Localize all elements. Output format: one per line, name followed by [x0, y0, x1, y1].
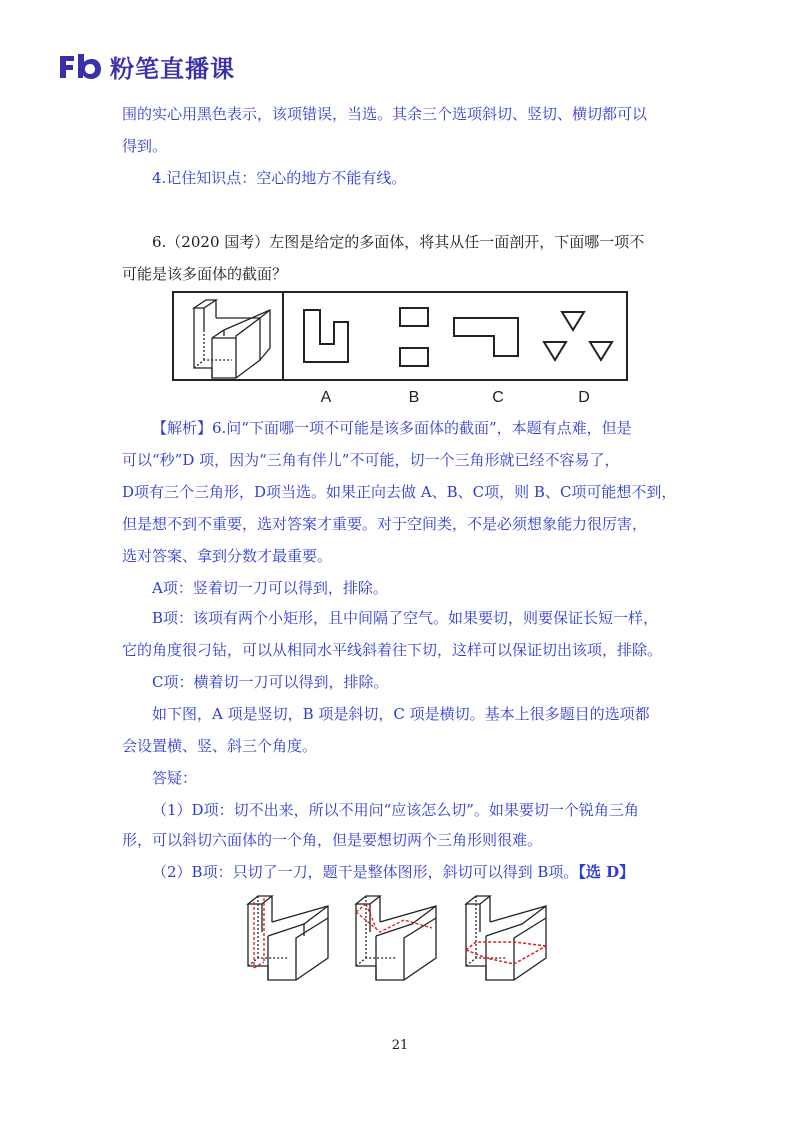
- analysis-option-a: A项：竖着切一刀可以得到，排除。: [152, 579, 388, 597]
- polyhedron-drawing: [194, 300, 270, 378]
- cut-b-diagonal: [356, 896, 436, 980]
- qa-title: 答疑：: [152, 769, 198, 787]
- option-b-rect-bottom: [400, 348, 428, 366]
- option-a-shape: [304, 310, 348, 362]
- fb-logo-icon: [58, 52, 102, 80]
- analysis-option-b: 它的角度很刁钻，可以从相同水平线斜着往下切，这样可以保证切出该项，排除。: [122, 641, 663, 659]
- option-d-triangle: [590, 342, 612, 360]
- option-d-label: D: [578, 389, 590, 406]
- analysis-text: 但是想不到不重要，选对答案才重要。对于空间类，不是必须想象能力很厉害，: [122, 515, 648, 533]
- option-b-rect-top: [400, 308, 428, 326]
- option-c-shape: [454, 318, 518, 356]
- analysis-text: 会设置横、竖、斜三个角度。: [122, 737, 318, 755]
- qa-item: [152, 862, 634, 882]
- analysis-option-b: B项：该项有两个小矩形，且中间隔了空气。如果要切，则要保证长短一样，: [152, 609, 659, 627]
- cut-illustration: [240, 888, 566, 982]
- qa-item: 形，可以斜切六面体的一个角，但是要想切两个三角形则很难。: [122, 831, 543, 849]
- text-line: 围的实心用黑色表示，该项错误，当选。其余三个选项斜切、竖切、横切都可以: [122, 105, 648, 123]
- qa-item: （1）D项：切不出来，所以不用问“应该怎么切”。如果要切一个锐角三角: [152, 801, 639, 819]
- brand-name: 粉笔直播课: [110, 54, 235, 83]
- analysis-text: 可以“秒”D 项，因为“三角有伴儿”不可能，切一个三角形就已经不容易了，: [122, 451, 620, 469]
- answer-badge: 【选 D】: [578, 863, 635, 881]
- option-c-label: C: [492, 389, 504, 406]
- analysis-text: 【解析】6.问“下面哪一项不可能是该多面体的截面”，本题有点难，但是: [152, 419, 632, 437]
- qa-item-text: （2）B项：只切了一刀，题干是整体图形，斜切可以得到 B项。: [152, 863, 579, 881]
- text-line: 得到。: [122, 137, 168, 155]
- analysis-text: 选对答案、拿到分数才最重要。: [122, 547, 333, 565]
- option-d-triangle: [562, 312, 584, 330]
- analysis-text: 如下图，A 项是竖切，B 项是斜切，C 项是横切。基本上很多题目的选项都: [152, 705, 650, 723]
- question-figure: [172, 290, 628, 406]
- analysis-text: D项有三个三角形，D项当选。如果正向去做 A、B、C项，则 B、C项可能想不到，: [122, 483, 677, 501]
- option-b-label: B: [408, 389, 420, 406]
- brand-logo: [58, 50, 235, 82]
- page-number: 21: [391, 1038, 409, 1053]
- cut-a-vertical: [248, 896, 328, 980]
- option-a-label: A: [320, 389, 332, 406]
- text-line: 4.记住知识点：空心的地方不能有线。: [152, 169, 407, 187]
- question-text: 可能是该多面体的截面？: [122, 265, 288, 283]
- analysis-option-c: C项：横着切一刀可以得到，排除。: [152, 673, 389, 691]
- cut-c-horizontal: [466, 896, 546, 980]
- question-text: 6.（2020 国考）左图是给定的多面体，将其从任一面剖开，下面哪一项不: [152, 233, 645, 251]
- option-d-triangle: [544, 342, 566, 360]
